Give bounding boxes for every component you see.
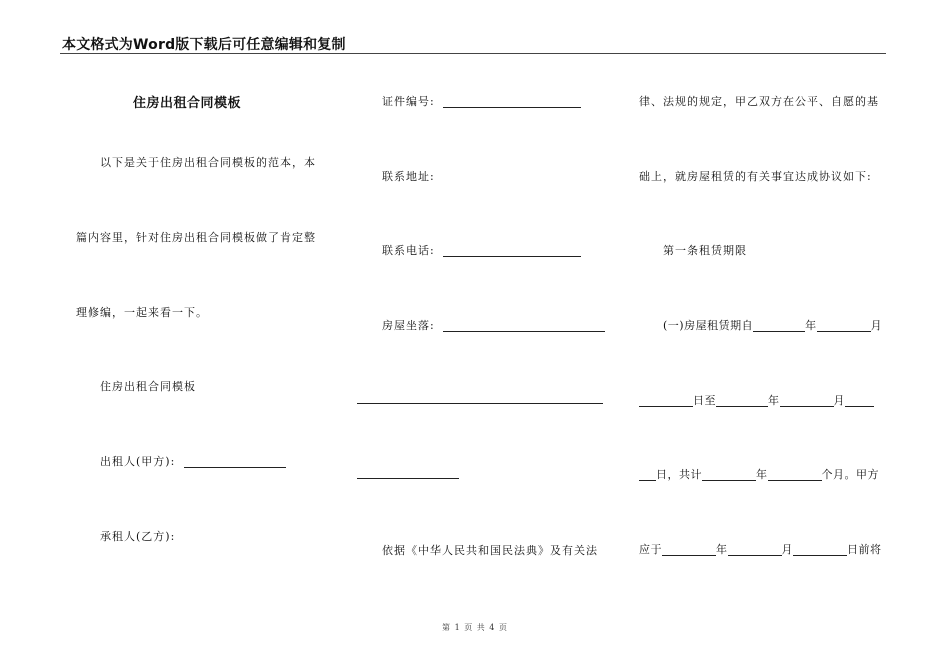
document-banner: 本文格式为Word版下载后可任意编辑和复制 — [62, 37, 346, 53]
start-month-blank — [817, 319, 871, 332]
months-party-a-label: 个月。甲方 — [821, 468, 879, 481]
lease-term-line-4 — [639, 541, 882, 557]
intro-line-3: 理修编，一起来看一下。 — [76, 306, 208, 319]
month-label: 月 — [781, 543, 793, 556]
lessor-field — [100, 453, 286, 469]
lessor-blank — [184, 455, 286, 468]
total-months-blank — [768, 468, 822, 481]
document-title: 住房出租合同模板 — [133, 96, 242, 111]
clause-line-2: 础上，就房屋租赁的有关事宜达成协议如下: — [639, 170, 872, 183]
lessor-label: 出租人(甲方): — [100, 455, 176, 468]
before-day-label: 日前将 — [847, 543, 882, 556]
handover-day-blank — [793, 543, 847, 556]
should-by-label: 应于 — [639, 543, 662, 556]
total-years-blank — [702, 468, 756, 481]
blank-line-short — [357, 478, 459, 479]
property-location-field — [382, 317, 605, 333]
start-year-blank — [753, 319, 805, 332]
lease-term-line-2 — [639, 392, 874, 408]
blank-line-full — [357, 403, 603, 404]
lease-term-line-3 — [639, 466, 879, 482]
lessee-label: 承租人(乙方): — [100, 530, 176, 543]
handover-year-blank — [662, 543, 716, 556]
month-label: 月 — [870, 319, 883, 332]
banner-divider — [60, 53, 886, 54]
month-label: 月 — [833, 394, 845, 407]
property-location-label: 房屋坐落: — [382, 319, 435, 332]
section-subtitle: 住房出租合同模板 — [100, 380, 196, 393]
contact-phone-label: 联系电话: — [382, 244, 435, 257]
year-label: 年 — [768, 394, 780, 407]
id-number-label: 证件编号: — [382, 95, 435, 108]
handover-month-blank — [728, 543, 782, 556]
article-1-heading: 第一条租赁期限 — [663, 244, 747, 257]
contact-phone-blank — [443, 244, 581, 257]
page-number: 第 1 页 共 4 页 — [442, 623, 508, 632]
day-to-label: 日至 — [693, 394, 716, 407]
intro-line-1: 以下是关于住房出租合同模板的范本，本 — [100, 156, 316, 169]
id-number-field — [382, 93, 581, 109]
contact-address-label: 联系地址: — [382, 170, 435, 183]
end-year-blank — [716, 394, 768, 407]
contact-phone-field — [382, 242, 581, 258]
year-label: 年 — [805, 319, 817, 332]
year-label: 年 — [716, 543, 728, 556]
start-day-blank — [639, 394, 693, 407]
year-label: 年 — [756, 468, 768, 481]
total-label: 日，共计 — [656, 468, 702, 481]
end-day-blank — [845, 394, 874, 407]
end-month-blank — [780, 394, 834, 407]
id-number-blank — [443, 95, 581, 108]
clause-line-1: 律、法规的规定，甲乙双方在公平、自愿的基 — [639, 95, 879, 108]
day-blank — [639, 468, 656, 481]
lease-term-start-label: (一)房屋租赁期自 — [663, 319, 754, 332]
property-location-blank — [443, 319, 605, 332]
intro-line-2: 篇内容里，针对住房出租合同模板做了肯定整 — [76, 231, 316, 244]
legal-basis-line: 依据《中华人民共和国民法典》及有关法 — [382, 544, 598, 557]
lease-term-line-1 — [663, 317, 882, 333]
